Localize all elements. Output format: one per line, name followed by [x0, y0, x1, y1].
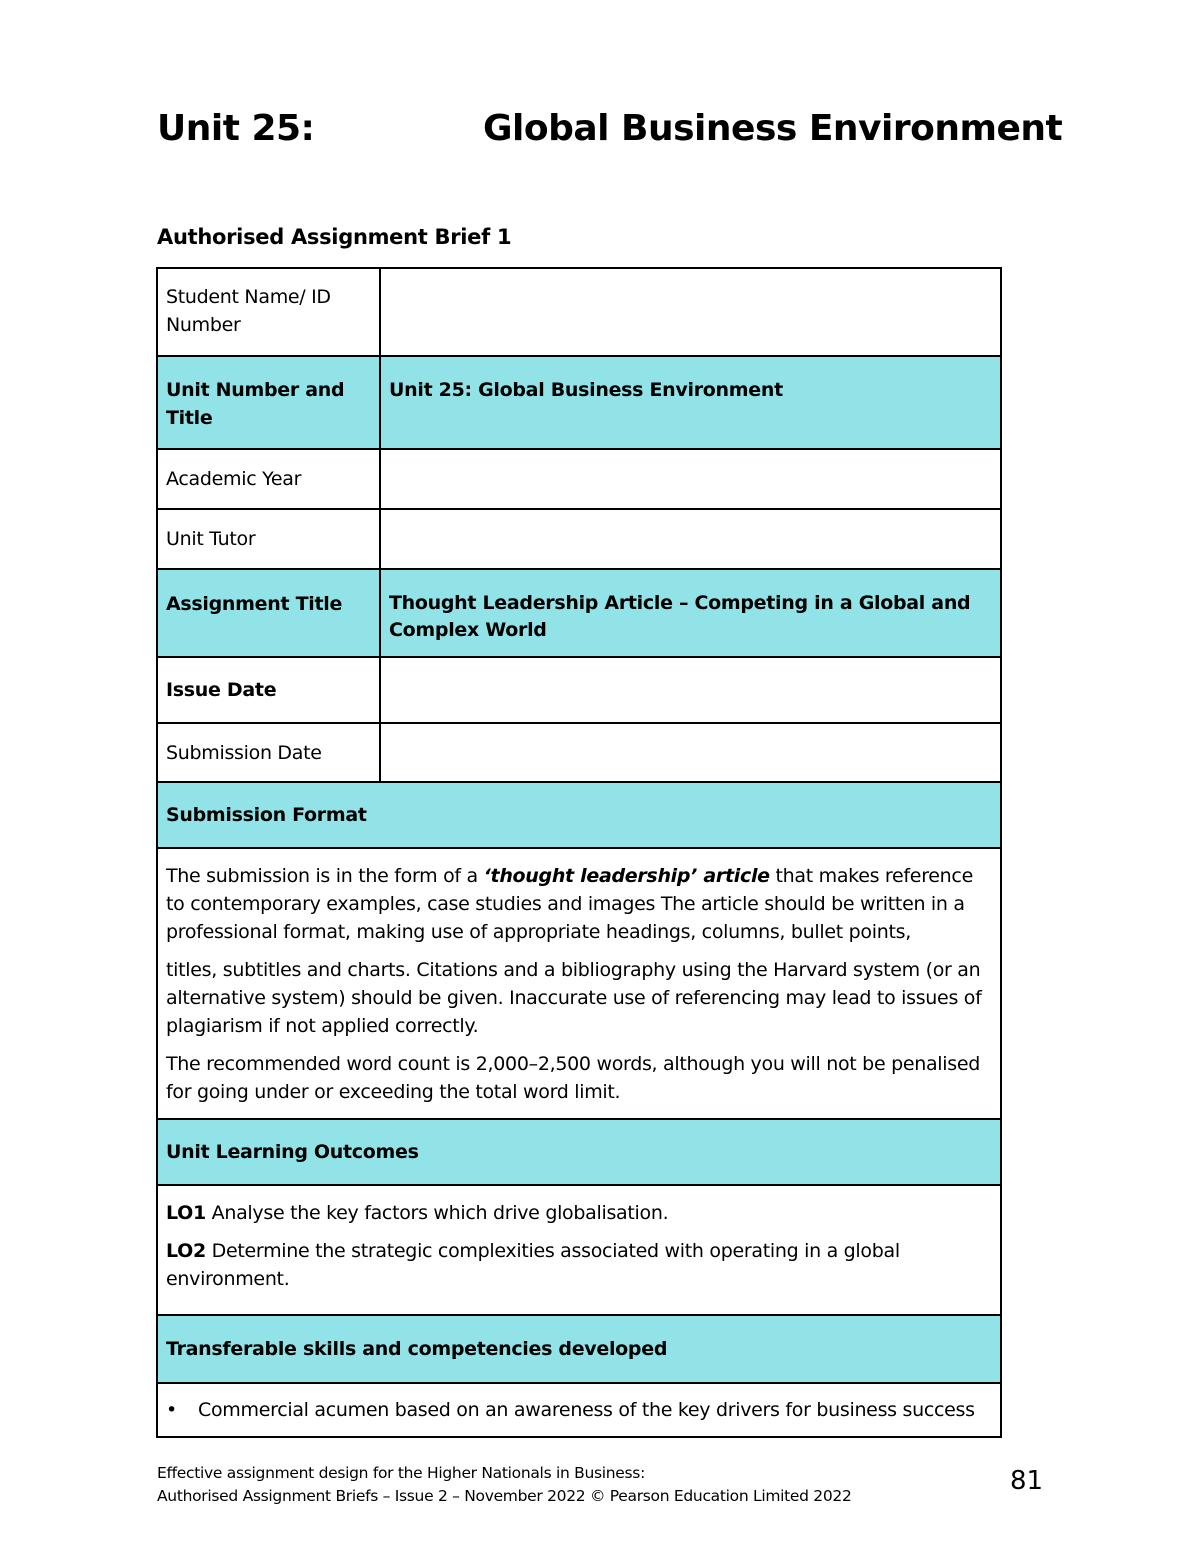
issue-date-label: Issue Date [157, 657, 380, 723]
bullet-icon: • [166, 1399, 177, 1421]
learning-outcome-1: LO1 Analyse the key factors which drive globalisation. [166, 1202, 669, 1224]
submission-date-label: Submission Date [157, 723, 380, 782]
issue-date-row [157, 657, 1001, 723]
learning-outcomes-body [157, 1185, 1001, 1315]
unit-heading [157, 108, 1063, 164]
academic-year-label: Academic Year [157, 449, 380, 509]
skills-heading: Transferable skills and competencies developed [157, 1315, 1001, 1383]
learning-outcomes-row [157, 1185, 1001, 1315]
brief-title: Authorised Assignment Brief 1 [157, 225, 512, 249]
submission-format-paragraph-2: titles, subtitles and charts. Citations and a bibliography using the Harvard system (or an alternative system) should be given. Inaccurate use of referencing may lead to issues of plagiarism if not applied correctly. [166, 959, 982, 1037]
unit-name: Global Business Environment [483, 108, 1063, 149]
unit-label: Unit Number and Title [157, 356, 380, 449]
learning-outcome-2: LO2 Determine the strategic complexities associated with operating in a global environment. [166, 1240, 900, 1290]
submission-format-heading: Submission Format [157, 782, 1001, 848]
thought-leadership-emphasis: ‘thought leadership’ article [483, 865, 770, 887]
page-number: 81 [1010, 1466, 1044, 1496]
submission-date-value[interactable] [380, 723, 1001, 782]
tutor-label: Unit Tutor [157, 509, 380, 569]
submission-date-row [157, 723, 1001, 782]
student-row [157, 268, 1001, 356]
skill-item [166, 1396, 992, 1424]
footer-line-2: Authorised Assignment Briefs – Issue 2 – November 2022 © Pearson Education Limited 2022 [157, 1487, 852, 1505]
unit-row [157, 356, 1001, 449]
unit-value: Unit 25: Global Business Environment [380, 356, 1001, 449]
submission-format-paragraph-3: The recommended word count is 2,000–2,500 words, although you will not be penalised for going under or exceeding the total word limit. [166, 1053, 981, 1103]
tutor-value[interactable] [380, 509, 1001, 569]
skills-heading-row [157, 1315, 1001, 1383]
skill-text: Commercial acumen based on an awareness of the key drivers for business success [198, 1399, 975, 1421]
academic-year-row [157, 449, 1001, 509]
footer-line-1: Effective assignment design for the Higher Nationals in Business: [157, 1464, 645, 1482]
submission-format-body [157, 848, 1001, 1119]
skills-row [157, 1383, 1001, 1437]
assignment-brief-table [156, 267, 1002, 1438]
assignment-title-value: Thought Leadership Article – Competing in a Global and Complex World [380, 569, 1001, 657]
issue-date-value[interactable] [380, 657, 1001, 723]
academic-year-value[interactable] [380, 449, 1001, 509]
submission-format-row [157, 848, 1001, 1119]
skills-body [157, 1383, 1001, 1437]
submission-format-heading-row [157, 782, 1001, 848]
learning-outcomes-heading: Unit Learning Outcomes [157, 1119, 1001, 1185]
student-label: Student Name/ ID Number [157, 268, 380, 356]
assignment-title-label: Assignment Title [157, 569, 380, 657]
footer [157, 1462, 852, 1508]
tutor-row [157, 509, 1001, 569]
unit-number: Unit 25: [157, 108, 315, 149]
submission-format-paragraph-1: The submission is in the form of a ‘thought leadership’ article that makes reference to contemporary examples, case studies and images The article should be written in a professional format, making use of appropriate headings, columns, bullet points, [166, 865, 973, 943]
student-value[interactable] [380, 268, 1001, 356]
learning-outcomes-heading-row [157, 1119, 1001, 1185]
assignment-title-row [157, 569, 1001, 657]
